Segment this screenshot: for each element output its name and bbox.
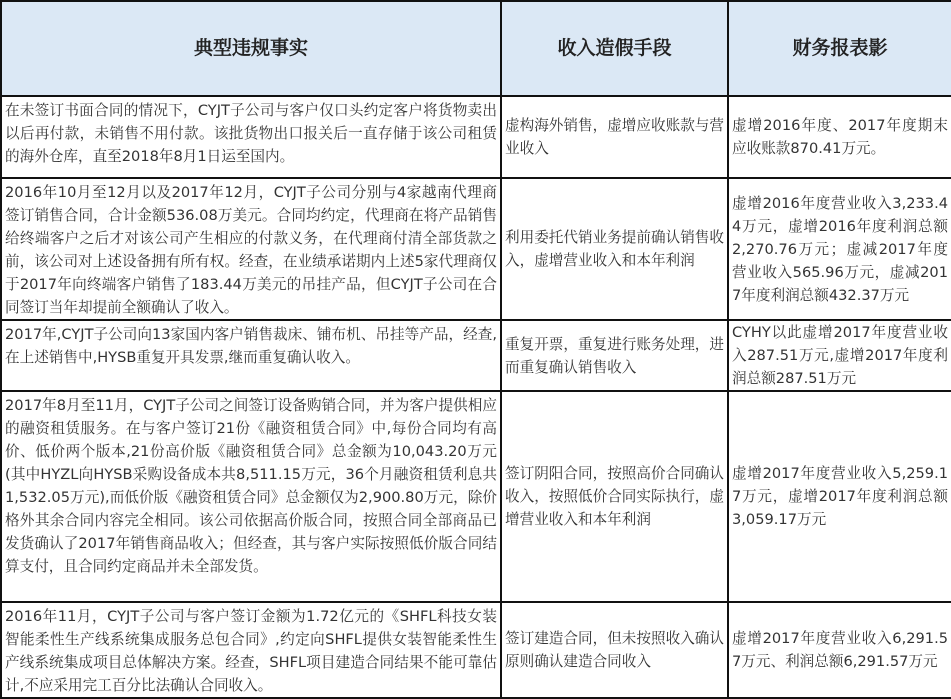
impact-cell: 虚增2016年度、2017年度期末应收账款870.41万元。 [728, 96, 951, 178]
table-row [1, 320, 951, 391]
method-cell: 签订阴阳合同，按照高价合同确认收入，按照低价合同实际执行，虚增营业收入和本年利润 [501, 391, 728, 602]
header-fact: 典型违规事实 [1, 1, 501, 96]
method-cell: 重复开票，重复进行账务处理，进而重复确认销售收入 [501, 320, 728, 391]
fact-cell: 2017年8月至11月，CYJT子公司之间签订设备购销合同，并为客户提供相应的融资租赁服务。在与客户签订21份《融资租赁合同》中,每份合同均有高价、低价两个版本,21份高价版《融资租赁合同》总金额为10,043.20万元(其中HYZL向HYSB采购设备成本共8,511.15万元，36个月融资租赁利息共1,532.05万元),而低价版《融资租赁合同》总金额仅为2,900.80万元，除价格外其余合同内容完全相同。该公司依据高价版合同，按照合同全部商品已发货确认了2017年销售商品收入；但经查，其与客户实际按照低价版合同结算支付，且合同约定商品并未全部发货。 [1, 391, 501, 602]
method-cell: 签订建造合同，但未按照收入确认原则确认建造合同收入 [501, 602, 728, 698]
impact-cell: CYHY以此虚增2017年度营业收入287.51万元,虚增2017年度利润总额287.51万元 [728, 320, 951, 391]
fact-cell: 2016年10月至12月以及2017年12月，CYJT子公司分别与4家越南代理商签订销售合同，合计金额536.08万美元。合同均约定，代理商在将产品销售给终端客户之后才对该公司产生相应的付款义务，在代理商付清全部货款之前，该公司对上述设备拥有所有权。经查，在业绩承诺期内上述5家代理商仅于2017年向终端客户销售了183.44万美元的吊挂产品，但CYJT子公司在合同签订当年却提前全额确认了收入。 [1, 178, 501, 320]
fact-cell: 2017年,CYJT子公司向13家国内客户销售裁床、铺布机、吊挂等产品，经查,在上述销售中,HYSB重复开具发票,继而重复确认收入。 [1, 320, 501, 391]
impact-cell: 虚增2016年度营业收入3,233.44万元，虚增2016年度利润总额2,270.76万元；虚减2017年度营业收入565.96万元，虚减2017年度利润总额432.37万元 [728, 178, 951, 320]
table-row [1, 602, 951, 698]
fact-cell: 2016年11月，CYJT子公司与客户签订金额为1.72亿元的《SHFL科技女装智能柔性生产线系统集成服务总包合同》,约定向SHFL提供女装智能柔性生产线系统集成项目总体解决方案。经查，SHFL项目建造合同结果不能可靠估计,不应采用完工百分比法确认合同收入。 [1, 602, 501, 698]
method-cell: 虚构海外销售，虚增应收账款与营业收入 [501, 96, 728, 178]
method-cell: 利用委托代销业务提前确认销售收入，虚增营业收入和本年利润 [501, 178, 728, 320]
table-row [1, 391, 951, 602]
header-impact: 财务报表影 [728, 1, 951, 96]
impact-cell: 虚增2017年度营业收入5,259.17万元，虚增2017年度利润总额3,059.17万元 [728, 391, 951, 602]
table-row [1, 96, 951, 178]
header-row [1, 1, 951, 96]
fact-cell: 在未签订书面合同的情况下，CYJT子公司与客户仅口头约定客户将货物卖出以后再付款，未销售不用付款。该批货物出口报关后一直存储于该公司租赁的海外仓库，直至2018年8月1日运至国内。 [1, 96, 501, 178]
impact-cell: 虚增2017年度营业收入6,291.57万元、利润总额6,291.57万元 [728, 602, 951, 698]
header-method: 收入造假手段 [501, 1, 728, 96]
table-row [1, 178, 951, 320]
